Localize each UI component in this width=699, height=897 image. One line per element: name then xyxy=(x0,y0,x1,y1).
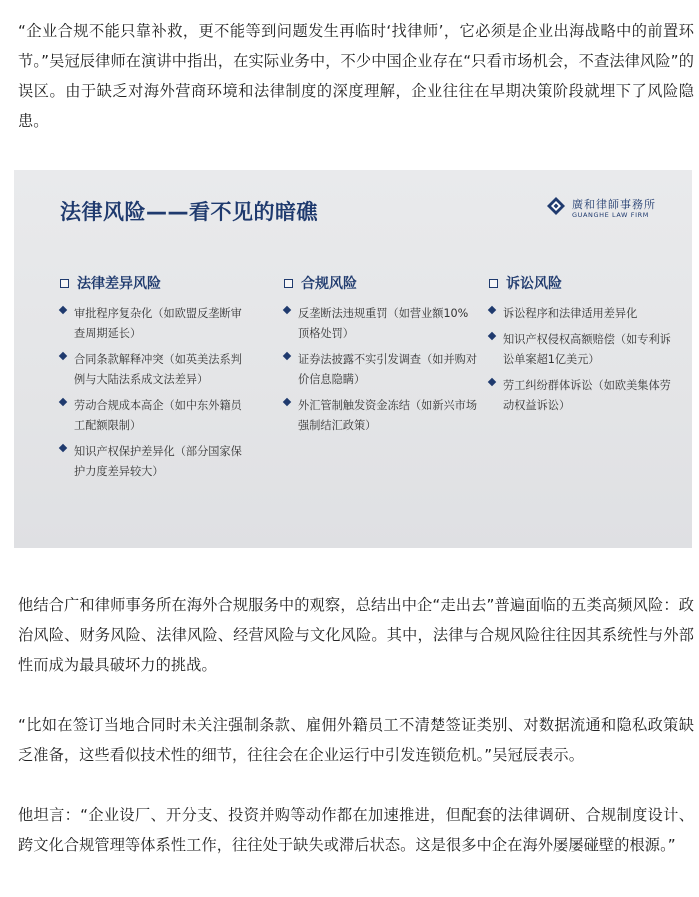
diamond-logo-icon xyxy=(546,196,566,216)
logo-name-en: GUANGHE LAW FIRM xyxy=(572,211,649,219)
column-title: 合规风险 xyxy=(301,276,357,292)
checkbox-square-icon xyxy=(60,279,69,288)
slide-title: 法律风险——看不见的暗礁 xyxy=(60,200,318,224)
bullet-list xyxy=(284,302,478,434)
list-item: 知识产权保护差异化（部分国家保护力度差异较大） xyxy=(60,440,250,480)
list-item: 审批程序复杂化（如欧盟反垄断审查周期延长） xyxy=(60,302,250,342)
intro-paragraph: “企业合规不能只靠补救，更不能等到问题发生再临时‘找律师’，它必须是企业出海战略中的前置环节。”吴冠辰律师在演讲中指出，在实际业务中，不少中国企业存在“只看市场机会，不查法律风险”的误区。由于缺乏对海外营商环境和法律制度的深度理解，企业往往在早期决策阶段就埋下了风险隐患。 xyxy=(18,22,694,130)
list-item: 劳工纠纷群体诉讼（如欧美集体劳动权益诉讼） xyxy=(489,374,674,414)
observation-paragraph: 他结合广和律师事务所在海外合规服务中的观察，总结出中企“走出去”普遍面临的五类高频风险：政治风险、财务风险、法律风险、经营风险与文化风险。其中，法律与合规风险往往因其系统性与外部性而成为最具破坏力的挑战。 xyxy=(18,596,694,674)
diamond-bullet-icon xyxy=(59,398,67,406)
list-item: 劳动合规成本高企（如中东外籍员工配额限制） xyxy=(60,394,250,434)
list-item: 知识产权侵权高额赔偿（如专利诉讼单案超1亿美元） xyxy=(489,328,674,368)
list-item: 证券法披露不实引发调查（如并购对价信息隐瞒） xyxy=(284,348,478,388)
bullet-list xyxy=(60,302,250,480)
list-item: 反垄断法违规重罚（如营业额10%顶格处罚） xyxy=(284,302,478,342)
diamond-bullet-icon xyxy=(59,352,67,360)
column-header xyxy=(60,274,250,292)
diamond-bullet-icon xyxy=(283,398,291,406)
example-quote-paragraph: “比如在签订当地合同时未关注强制条款、雇佣外籍员工不清楚签证类别、对数据流通和隐私政策缺乏准备，这些看似技术性的细节，往往会在企业运行中引发连锁危机。”吴冠辰表示。 xyxy=(18,716,694,764)
list-item: 合同条款解释冲突（如英美法系判例与大陆法系成文法差异） xyxy=(60,348,250,388)
list-item: 诉讼程序和法律适用差异化 xyxy=(489,302,674,322)
diamond-bullet-icon xyxy=(488,332,496,340)
bullet-list xyxy=(489,302,674,414)
list-item: 外汇管制触发资金冻结（如新兴市场强制结汇政策） xyxy=(284,394,478,434)
risk-column-litigation xyxy=(489,274,674,420)
diamond-bullet-icon xyxy=(59,306,67,314)
column-header xyxy=(489,274,674,292)
checkbox-square-icon xyxy=(489,279,498,288)
logo-name-cn: 廣和律師事務所 xyxy=(572,198,656,211)
diamond-bullet-icon xyxy=(59,444,67,452)
diamond-bullet-icon xyxy=(283,352,291,360)
law-firm-logo xyxy=(546,194,670,224)
diamond-bullet-icon xyxy=(488,306,496,314)
column-title: 诉讼风险 xyxy=(506,276,562,292)
risk-column-legal-difference xyxy=(60,274,250,486)
diamond-bullet-icon xyxy=(488,378,496,386)
checkbox-square-icon xyxy=(284,279,293,288)
risk-column-compliance xyxy=(284,274,478,440)
diamond-bullet-icon xyxy=(283,306,291,314)
column-title: 法律差异风险 xyxy=(77,276,161,292)
column-header xyxy=(284,274,478,292)
conclusion-quote-paragraph: 他坦言：“企业设厂、开分支、投资并购等动作都在加速推进，但配套的法律调研、合规制度设计、跨文化合规管理等体系性工作，往往处于缺失或滞后状态。这是很多中企在海外屡屡碰壁的根源。” xyxy=(18,806,694,854)
legal-risk-slide xyxy=(14,170,692,548)
